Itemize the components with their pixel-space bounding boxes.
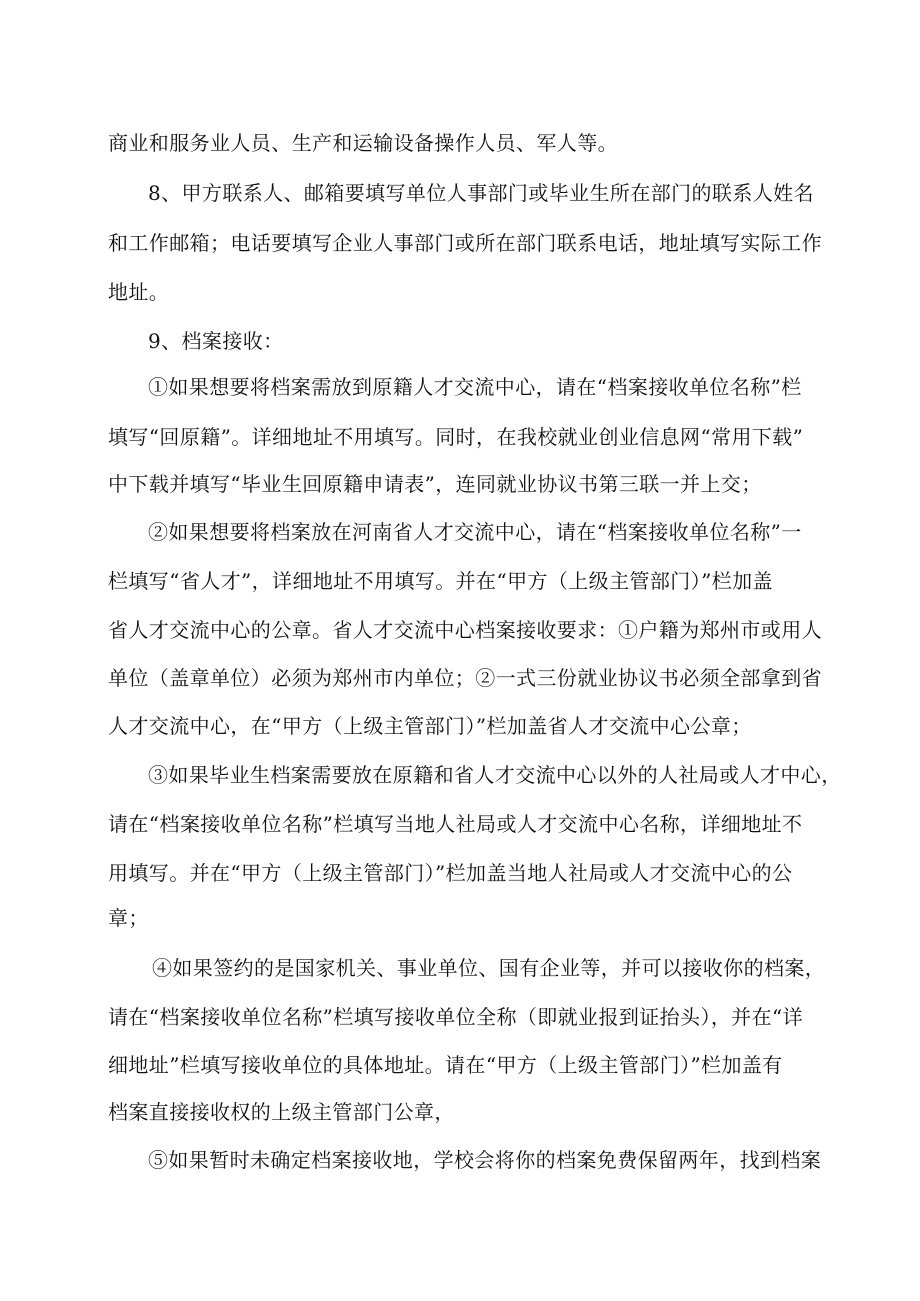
text-line: 8、甲方联系人、邮箱要填写单位人事部门或毕业生所在部门的联系人姓名 xyxy=(148,181,814,205)
text-line: 中下载并填写“毕业生回原籍申请表”，连同就业协议书第三联一并上交； xyxy=(108,472,762,496)
text-line: 细地址”栏填写接收单位的具体地址。请在“甲方（上级主管部门）”栏加盖有 xyxy=(108,1053,783,1077)
text-line: ②如果想要将档案放在河南省人才交流中心，请在“档案接收单位名称”一 xyxy=(148,520,802,544)
text-line: 人才交流中心，在“甲方（上级主管部门）”栏加盖省人才交流中心公章； xyxy=(108,714,752,738)
text-line: 章； xyxy=(108,906,149,930)
text-line: 单位（盖章单位）必须为郑州市内单位；②一式三份就业协议书必须全部拿到省 xyxy=(108,666,822,690)
text-line: 请在“档案接收单位名称”栏填写接收单位全称（即就业报到证抬头），并在“详 xyxy=(108,1005,804,1029)
text-line: 地址。 xyxy=(108,280,170,304)
text-line: 请在“档案接收单位名称”栏填写当地人社局或人才交流中心名称，详细地址不 xyxy=(108,812,803,836)
text-line: 栏填写“省人才”，详细地址不用填写。并在“甲方（上级主管部门）”栏加盖 xyxy=(108,569,773,593)
text-line: 档案直接接收权的上级主管部门公章， xyxy=(108,1100,455,1124)
text-line: 用填写。并在“甲方（上级主管部门）”栏加盖当地人社局或人才交流中心的公 xyxy=(108,861,793,885)
text-line: ④如果签约的是国家机关、事业单位、国有企业等，并可以接收你的档案， xyxy=(152,956,826,980)
text-line: 省人才交流中心的公章。省人才交流中心档案接收要求：①户籍为郑州市或用人 xyxy=(108,618,822,642)
text-line: ⑤如果暂时未确定档案接收地，学校会将你的档案免费保留两年，找到档案 xyxy=(148,1148,822,1172)
text-line: 商业和服务业人员、生产和运输设备操作人员、军人等。 xyxy=(108,131,618,155)
text-line: ③如果毕业生档案需要放在原籍和省人才交流中心以外的人社局或人才中心， xyxy=(148,763,842,787)
text-line: ①如果想要将档案需放到原籍人才交流中心，请在“档案接收单位名称”栏 xyxy=(148,375,802,399)
text-line: 填写“回原籍”。详细地址不用填写。同时，在我校就业创业信息网“常用下载” xyxy=(108,425,804,449)
text-line: 和工作邮箱；电话要填写企业人事部门或所在部门联系电话，地址填写实际工作 xyxy=(108,231,822,255)
text-line: 9、档案接收： xyxy=(148,329,284,353)
